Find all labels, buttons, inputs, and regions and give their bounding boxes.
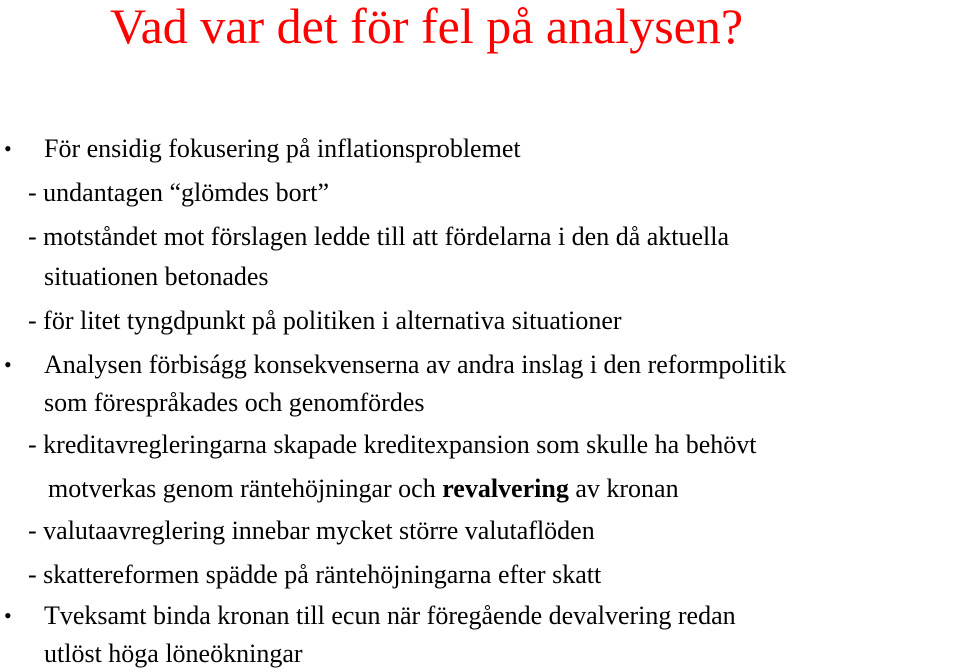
emphasis-revalvering: revalvering (442, 474, 569, 503)
text-segment: motverkas genom räntehöjningar och (48, 474, 443, 503)
bullet-text-continuation: utlöst höga löneökningar (44, 639, 303, 668)
sub-point-continuation (48, 474, 679, 504)
sub-point: - skattereformen spädde på räntehöjningarna efter skatt (28, 560, 602, 589)
sub-point: - undantagen “glömdes bort” (28, 178, 330, 207)
slide-title: Vad var det för fel på analysen? (110, 0, 744, 54)
bullet-text: Tveksamt binda kronan till ecun när föregående devalvering redan (44, 601, 736, 630)
bullet-dot: • (4, 603, 12, 628)
bullet-text-continuation: som förespråkades och genomfördes (44, 388, 425, 417)
bullet-dot: • (4, 352, 12, 377)
sub-point-continuation: situationen betonades (44, 262, 269, 291)
bullet-text: Analysen förbiságg konsekvenserna av andra inslag i den reformpolitik (44, 350, 787, 379)
sub-point: - för litet tyngdpunkt på politiken i alternativa situationer (28, 306, 622, 335)
bullet-text: För ensidig fokusering på inflationsproblemet (44, 134, 521, 163)
text-segment: av kronan (568, 474, 679, 503)
sub-point: - kreditavregleringarna skapade kreditexpansion som skulle ha behövt (28, 430, 757, 459)
sub-point: - valutaavreglering innebar mycket större valutaflöden (28, 516, 595, 545)
bullet-dot: • (4, 136, 12, 161)
sub-point: - motståndet mot förslagen ledde till att fördelarna i den då aktuella (28, 222, 730, 251)
